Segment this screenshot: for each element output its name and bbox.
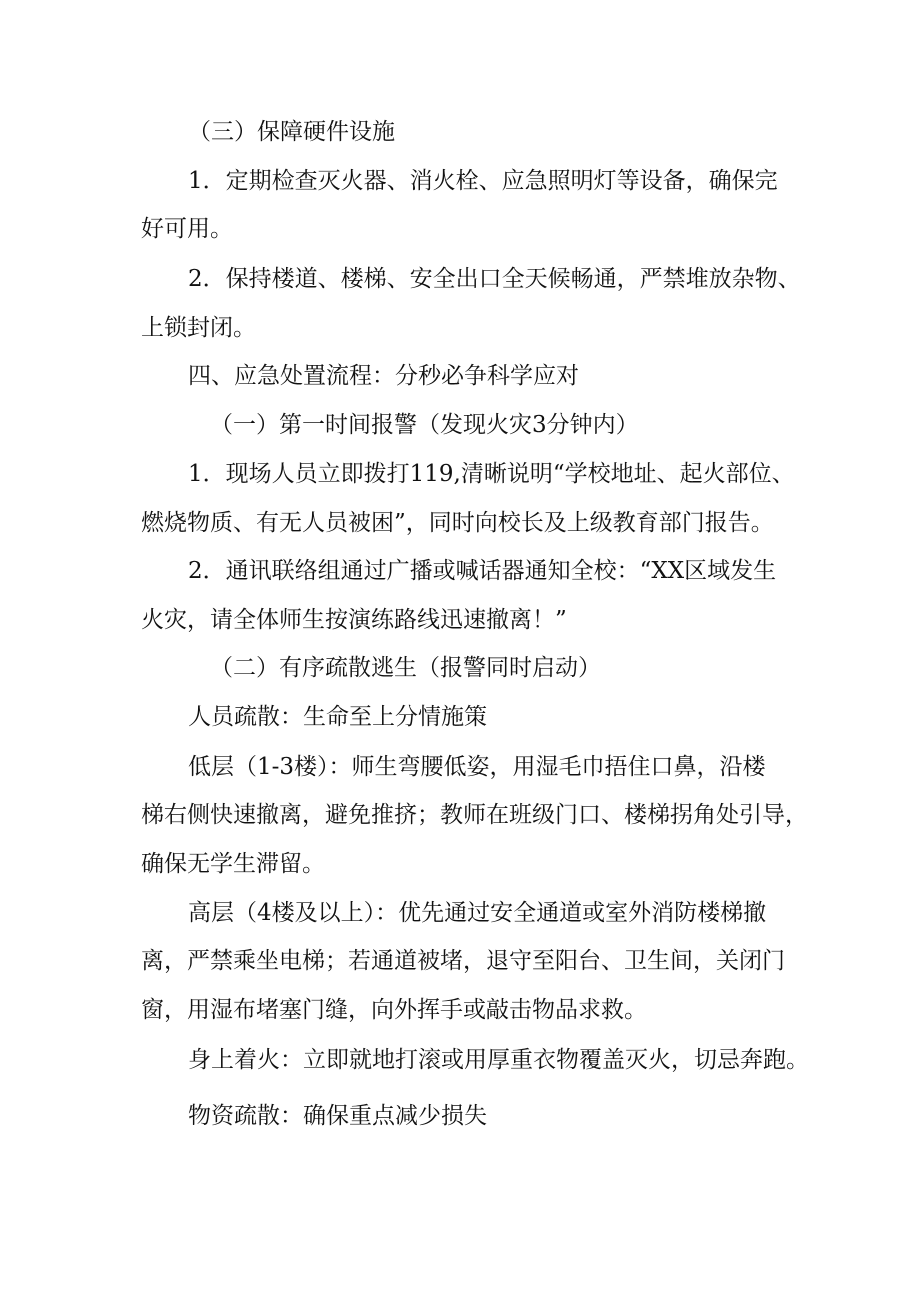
alarm-item-2-line-1: 2．通讯联络组通过广播或喊话器通知全校：“XX区域发生 <box>188 558 777 584</box>
subsection-2-heading: （二）有序疏散逃生（报警同时启动） <box>210 655 601 681</box>
item-1-line-2: 好可用。 <box>141 216 233 242</box>
materials-heading: 物资疏散：确保重点减少损失 <box>188 1103 487 1129</box>
subsection-1-heading: （一）第一时间报警（发现火灾3分钟内） <box>210 412 639 438</box>
alarm-item-1-line-1: 1．现场人员立即拨打119,清晰说明“学校地址、起火部位、 <box>188 461 795 487</box>
low-floor-line-1: 低层（1-3楼）：师生弯腰低姿，用湿毛巾捂住口鼻，沿楼 <box>188 754 766 780</box>
low-floor-line-2: 梯右侧快速撤离，避免推挤；教师在班级门口、楼梯拐角处引导， <box>141 802 808 828</box>
alarm-item-2-line-2: 火灾，请全体师生按演练路线迅速撤离！” <box>141 607 567 633</box>
item-1-line-1: 1．定期检查灭火器、消火栓、应急照明灯等设备，确保完 <box>188 168 778 194</box>
section-3-heading: （三）保障硬件设施 <box>188 119 395 145</box>
high-floor-line-1: 高层（4楼及以上）：优先通过安全通道或室外消防楼梯撤 <box>188 900 767 926</box>
part-4-heading: 四、应急处置流程：分秒必争科学应对 <box>188 363 579 389</box>
personnel-heading: 人员疏散：生命至上分情施策 <box>188 704 487 730</box>
alarm-item-1-line-2: 燃烧物质、有无人员被困”，同时向校长及上级教育部门报告。 <box>141 510 774 536</box>
low-floor-line-3: 确保无学生滞留。 <box>141 851 325 877</box>
high-floor-line-2: 离，严禁乘坐电梯；若通道被堵，退守至阳台、卫生间，关闭门 <box>141 948 785 974</box>
high-floor-line-3: 窗，用湿布堵塞门缝，向外挥手或敲击物品求救。 <box>141 997 647 1023</box>
item-2-line-1: 2．保持楼道、楼梯、安全出口全天候畅通，严禁堆放杂物、 <box>188 266 801 292</box>
item-2-line-2: 上锁封闭。 <box>141 315 256 341</box>
on-fire-line: 身上着火：立即就地打滚或用厚重衣物覆盖灭火，切忌奔跑。 <box>188 1047 809 1073</box>
